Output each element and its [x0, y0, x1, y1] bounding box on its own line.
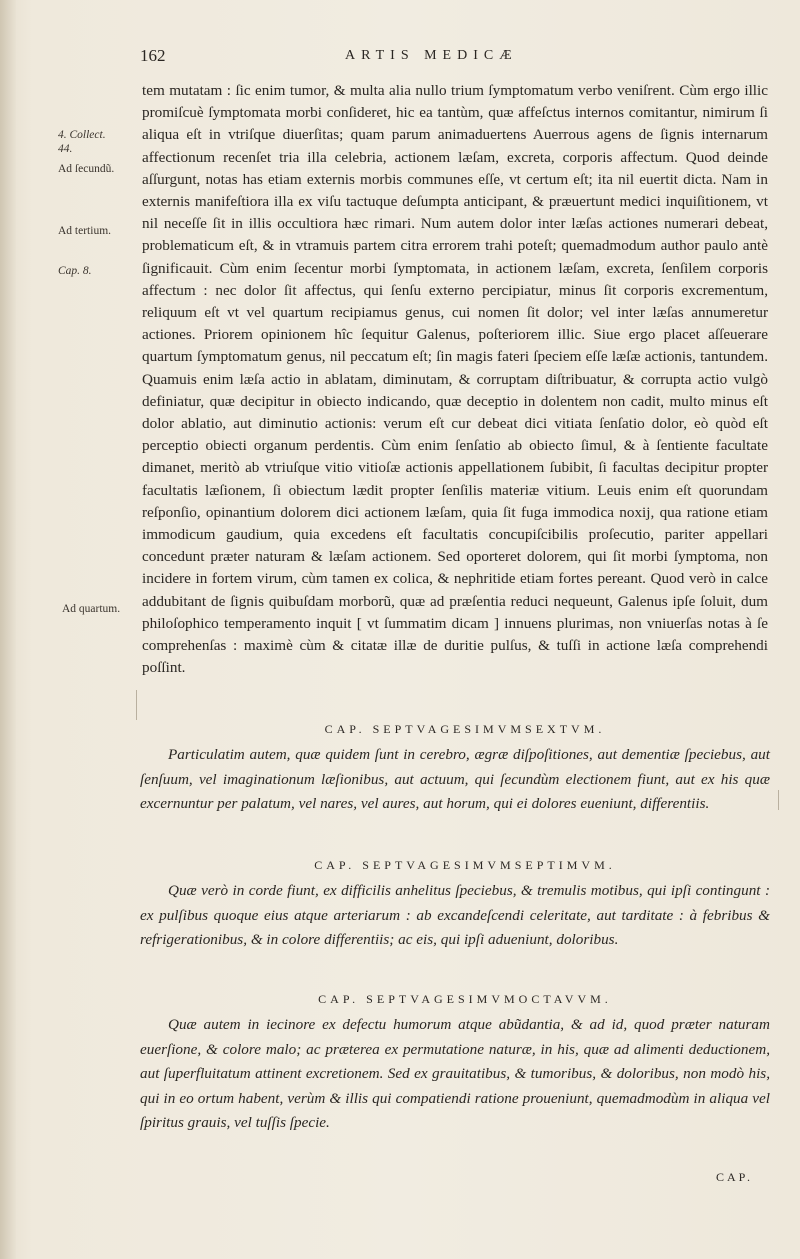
- chapter-text: Particulatim autem, quæ quidem ſunt in cerebro, ægræ diſpoſitiones, aut dementiæ ſpeciebus, aut ſenſuum, vel imaginationum læſionibus, aut actuum, qui ſecundùm electionem fiunt, aut ex his quæ excernuntur per palatum, vel nares, vel aures, aut horum, qui ei dolores eueniunt, differentiis.: [140, 746, 770, 812]
- chapter-text: Quæ verò in corde fiunt, ex difficilis anhelitus ſpeciebus, & tremulis motibus, qui ipſi contingunt : ex pulſibus quoque eius atque arteriarum : ab excandeſcendi celeritate, aut tarditate : à febribus & refrigerationibus, & in colore differentiis; ac eis, qui ipſi adueniunt, doloribus.: [140, 882, 770, 948]
- catchword: CAP.: [716, 1170, 754, 1184]
- print-rule: [136, 690, 137, 720]
- chapter-title: CAP. SEPTVAGESIMVMOCTAVVM.: [318, 992, 612, 1006]
- margin-note-collect: 4. Collect. 44.: [58, 129, 106, 155]
- chapter-77: [140, 858, 770, 953]
- commentary-paragraph: tem mutatam : ſic enim tumor, & multa alia nullo trium ſymptomatum verbo veniſrent. Cùm ergo illic promiſcuè ſymptomata morbi conſideret, hic ea tantùm, quæ affeſctus internos comitantur, nimirum ſi aliqua eſt in vtriſque diuerſitas; quam parum animaduertens Auerrous agens de ſignis internarum affectionum recenſet tria illa celebria, actionem læſam, excreta, corporis affectum. Quod deinde aſſurgunt, notas has etiam externis morbis communes eſſe, vt certum eſt; ita nil euertit dicta. Nam in externis manifeſtiora illa ex viſu tactuque deſumpta anticipant, & præuertunt medici inquiſitionem, vt nil neceſſe ſit in illis occultiora hæc rimari. Num autem dolor inter læſas actiones numerari debeat, problematicum eſt, & in vtramuis partem citra errorem trahi poteſt; quemadmodum author paulo antè ſignificauit. Cùm enim ſecentur morbi ſymptomata, in actionem læſam, excreta, ſenſilem corporis affectum : nec dolor ſit affectus, qui ſenſu externo percipiatur, minus ſit corporis excrementum, reliquum eſt vt vel quartum recipiamus genus, cui nomen ſit dolor; vel inter læſas annumeretur actiones. Priorem opinionem hîc ſequitur Galenus, poſteriorem illic. Siue ergo placet aſſeuerare quartum ſymptomatum genus, nil peccatum eſt; ſin magis fateri ſpeciem eſſe læſæ actionis, tantundem. Quamuis enim læſa actio in ablatam, diminutam, & corruptam diſtribuatur, & corrupta actio vulgò definiatur, quæ decipitur in obiecto indicando, quæ deceptio in dolentem non cadit, multo minus eſt dolor ablatio, aut diminutio actionis: verum eſt cur debeat dici vitiata ſenſatio dolor, eò quòd eſt perceptio obiecti organum perdentis. Cùm enim ſenſatio ab obiecto ſimul, & à ſentiente facultate dimanet, meritò ab vtriuſque vitio vitioſæ actionis appellationem ſubibit, ſi facultas decipitur propter facultatis læſionem, ſi obiectum lædit propter ſenſilis materiæ vitium. Leuis enim eſt quorundam reſponſio, opinantium dolorem dici actionem læſam, quia ſit fuga immodica noxij, qua ratione etiam immodicum gaudium, quia excedens eſt facultatis concupiſcibilis proſecutio, pariter appellari concedunt præter naturam & læſam actionem. Sed oporteret dolorem, qui ſit morbi ſymptoma, non incidere in fortem virum, cùm tamen ex colica, & nephritide etiam fortes pereant. Quod verò in calce addubitant de ſignis quibuſdam morborũ, quæ ad præſentia reduci nequeunt, Galenus ipſe ſoluit, dum philoſophico temperamento inquit [ vt ſummatim dicam ] innuens plurimas, non vniuerſas notas à ſe comprehenſas : maximè cùm & citatæ illæ de duritie pulſus, & tuſſi in actione læſa comprehendi poſſint.: [142, 82, 768, 677]
- print-rule: [778, 790, 779, 810]
- commentary-text: [142, 80, 768, 679]
- page-number: 162: [140, 46, 166, 65]
- margin-note-ad-quartum: Ad quartum.: [62, 603, 121, 615]
- chapter-title: CAP. SEPTVAGESIMVMSEPTIMVM.: [314, 858, 616, 872]
- chapter-text: Quæ autem in iecinore ex defectu humorum atque abũdantia, & ad id, quod præter naturam euerſione, & colore malo; ac præterea ex permutatione naturæ, in his, quæ ad alimenti deductionem, aut ſuperfluitatum attinent excretionem. Sed ex grauitatibus, & tumoribus, & doloribus, non modò his, qui in eo ortum habent, verùm & illis qui compatiendi ratione proueniunt, quemadmodùm in aliqua vel ſpiritus grauis, vel tuſſis ſpecie.: [140, 1016, 770, 1131]
- margin-note-cap-8: Cap. 8.: [58, 265, 92, 277]
- margin-note-ad-secundum: Ad ſecundũ.: [58, 163, 115, 175]
- margin-note-ad-tertium: Ad tertium.: [58, 225, 112, 237]
- page-gutter: [0, 0, 16, 1259]
- running-title: ARTIS MEDICÆ: [345, 48, 518, 63]
- chapter-76: [140, 722, 770, 817]
- page-header: [140, 44, 770, 70]
- chapter-title: CAP. SEPTVAGESIMVMSEXTVM.: [324, 722, 606, 736]
- chapter-78: [140, 992, 770, 1136]
